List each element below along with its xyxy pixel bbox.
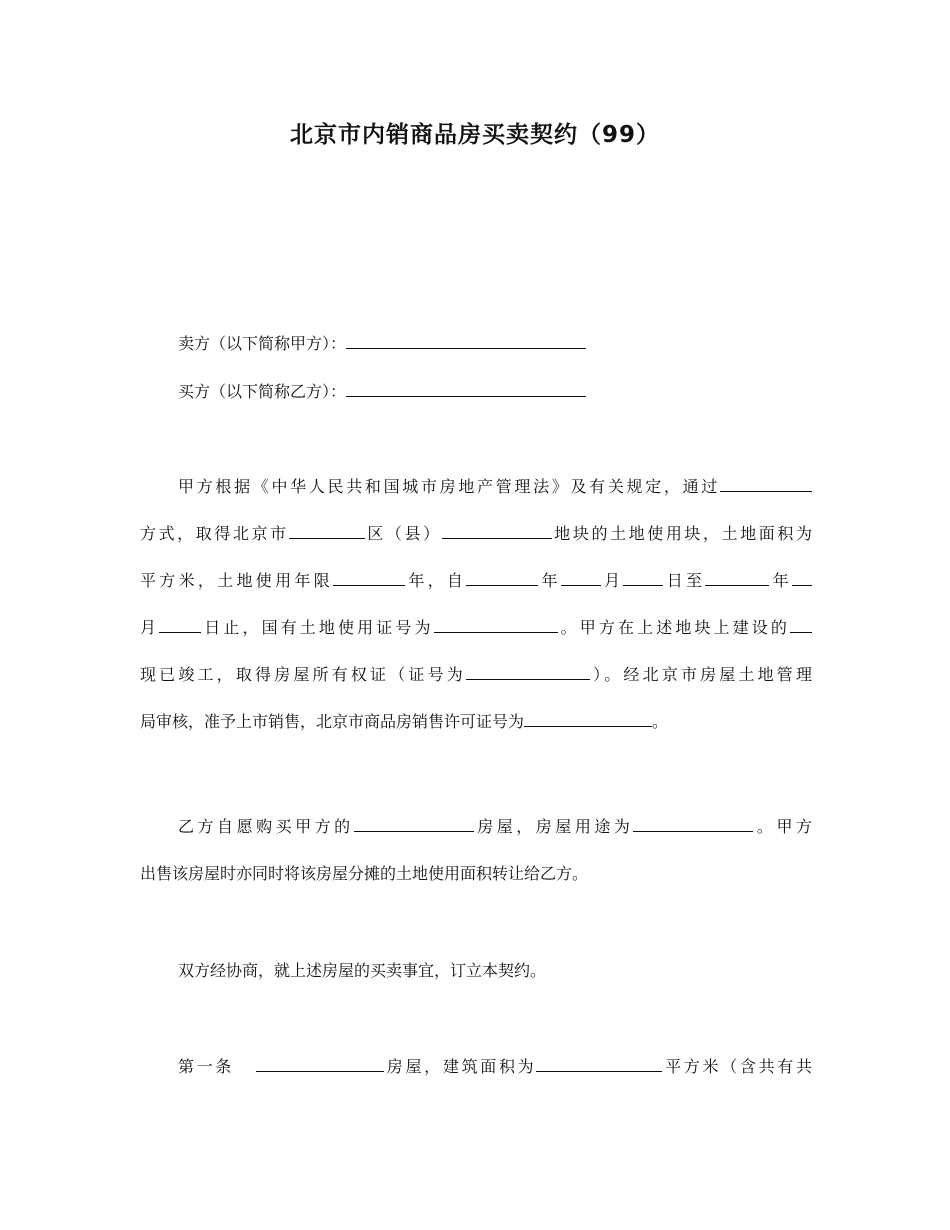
plot-blank — [442, 522, 552, 539]
seller-line — [178, 332, 586, 354]
paragraph-line: 出售该房屋时亦同时将该房屋分摊的土地使用面积转让给乙方。 — [140, 864, 589, 883]
sale-permit-blank — [524, 710, 652, 727]
paragraph-line: 平方米，土地使用年限 年，自 年 月 日至 年 — [140, 557, 812, 604]
agreement-paragraph — [140, 947, 812, 994]
paragraph-line: 双方经协商，就上述房屋的买卖事宜，订立本契约。 — [178, 961, 547, 980]
buyer-name-blank — [346, 380, 586, 397]
paragraph-line: 方式，取得北京市 区（县） 地块的土地使用块，土地面积为 — [140, 524, 812, 543]
purchase-paragraph — [140, 803, 812, 897]
buyer-line — [178, 380, 586, 402]
district-blank — [289, 522, 365, 539]
start-day-blank — [623, 569, 663, 586]
end-day-blank — [159, 616, 201, 633]
paragraph-line: 乙方自愿购买甲方的 房屋，房屋用途为 。甲方 — [178, 817, 812, 836]
house-blank — [256, 1055, 384, 1072]
article-heading: 第一条 — [178, 1057, 235, 1076]
start-month-blank — [561, 569, 601, 586]
paragraph-line: 第一条 房屋，建筑面积为 平方米（含共有共 — [178, 1057, 812, 1076]
document-title: 北京市内销商品房买卖契约（99） — [289, 122, 660, 148]
land-cert-blank — [434, 616, 558, 633]
article-one — [140, 1043, 812, 1090]
building-blank — [790, 616, 812, 633]
paragraph-line: 现已竣工，取得房屋所有权证（证号为 ）。经北京市房屋土地管理 — [140, 665, 812, 684]
end-month-blank — [792, 569, 812, 586]
ownership-cert-blank — [466, 663, 590, 680]
term-years-blank — [333, 569, 405, 586]
paragraph-line: 甲方根据《中华人民共和国城市房地产管理法》及有关规定，通过 — [140, 463, 812, 510]
property-blank — [354, 815, 474, 832]
start-year-blank — [466, 569, 538, 586]
seller-name-blank — [346, 332, 586, 349]
seller-label: 卖方（以下简称甲方）： — [178, 334, 347, 353]
land-use-paragraph — [140, 463, 812, 745]
end-year-blank — [705, 569, 769, 586]
paragraph-line: 局审核，准予上市销售，北京市商品房销售许可证号为 。 — [140, 712, 669, 731]
usage-blank — [633, 815, 753, 832]
floor-area-blank — [536, 1055, 662, 1072]
acquisition-method-blank — [720, 475, 812, 492]
buyer-label: 买方（以下简称乙方）： — [178, 382, 347, 401]
paragraph-line: 月 日止，国有土地使用证号为 。甲方在上述地块上建设的 — [140, 604, 812, 651]
